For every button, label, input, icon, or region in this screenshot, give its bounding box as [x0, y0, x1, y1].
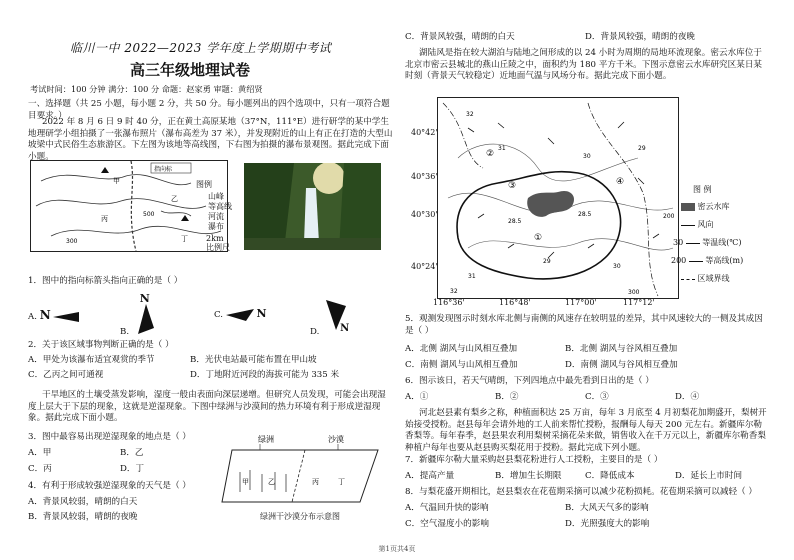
- point-2: ②: [486, 149, 495, 159]
- lon-48: 116°48': [499, 298, 531, 307]
- q7-option-b[interactable]: B．增加生长期限: [495, 471, 562, 481]
- wind-arrow-icon: [681, 225, 695, 226]
- q8-option-b[interactable]: B．大风天气多的影响: [565, 503, 649, 513]
- q1-option-b[interactable]: B. N: [120, 300, 160, 339]
- q1-stem: 1．图中的指向标箭头指向正确的是（ ）: [28, 276, 183, 286]
- q2-option-d[interactable]: D．丁地附近河段的海拔可能为 335 米: [190, 370, 340, 380]
- q4-option-a[interactable]: A．背景风较弱，晴朗的白天: [28, 497, 138, 507]
- isotherm-29-b: 29: [543, 258, 551, 265]
- isotherm-28-5-b: 28.5: [578, 211, 592, 218]
- q7-stem: 7．新疆库尔勒大量采购赵县梨花粉进行人工授粉，主要目的是（ ）: [405, 455, 663, 465]
- lon-12: 117°12': [623, 298, 655, 307]
- q6-option-a[interactable]: A．①: [405, 392, 429, 402]
- q6-option-c[interactable]: C．③: [585, 392, 609, 402]
- q1-option-d[interactable]: D. N: [310, 300, 350, 339]
- q1-a-arrow-icon: [53, 310, 79, 324]
- isotherm-30: 30: [583, 153, 591, 160]
- q8-option-a[interactable]: A．气温回升快的影响: [405, 503, 489, 513]
- isotherm-32-b: 32: [450, 288, 458, 295]
- exam-meta: 考试时间：100 分钟 满分：100 分 命题：赵家勇 审题：黄绍贤: [30, 84, 263, 94]
- q7-option-d[interactable]: D．延长上市时间: [675, 471, 743, 481]
- legend-wind: 风向: [681, 220, 714, 231]
- isotherm-30-b: 30: [613, 263, 621, 270]
- contour-500: 500: [143, 211, 155, 218]
- q3-option-a[interactable]: A．甲: [28, 448, 52, 458]
- pointer-label: 指向标: [154, 166, 173, 173]
- passage-2: 干旱地区的土壤受蒸发影响，湿度一般由表面向深层递增。但研究人员发现，可能会出现湿度上层大于下层的现象，这就是逆湿现象。下图中绿洲与沙漠间的热力环境有利于形成逆湿现象。据此完成下面小题。: [28, 390, 386, 424]
- fig-label-ding: 丁: [338, 478, 345, 486]
- reservoir-map: [437, 97, 679, 299]
- lat-36: 40°36': [411, 172, 438, 181]
- legend-contour: 200 等高线(m): [671, 256, 744, 265]
- map-label-jia: 甲: [113, 177, 120, 185]
- contour-map: [30, 160, 228, 252]
- point-3: ③: [508, 181, 517, 191]
- lat-42: 40°42': [411, 128, 438, 137]
- oasis-desert-svg: [220, 432, 390, 512]
- q7-option-a[interactable]: A．提高产量: [405, 471, 455, 481]
- q2-option-a[interactable]: A．甲处为该瀑布适宜观赏的季节: [28, 355, 155, 365]
- isotherm-swatch: [686, 243, 700, 244]
- isotherm-29: 29: [638, 145, 646, 152]
- map-label-ding: 丁: [181, 235, 188, 243]
- waterfall-photo: [244, 163, 381, 250]
- map1-legend-contour: 等高线: [208, 202, 232, 211]
- isotherm-31: 31: [498, 145, 506, 152]
- map1-scale: 2km: [206, 234, 224, 243]
- q5-option-a[interactable]: A．北侧 湖风与山风相互叠加: [405, 344, 518, 354]
- right-column: [397, 0, 794, 560]
- q4-option-b[interactable]: B．背景风较弱，晴朗的夜晚: [28, 512, 138, 522]
- q4-option-c[interactable]: C．背景风较强，晴朗的白天: [405, 32, 515, 42]
- q1-option-c[interactable]: C. N: [214, 307, 267, 320]
- q4-option-d[interactable]: D．背景风较强，晴朗的夜晚: [585, 32, 696, 42]
- lon-36: 116°36': [433, 298, 465, 307]
- q7-option-c[interactable]: C．降低成本: [585, 471, 635, 481]
- reservoir-swatch: [681, 203, 695, 211]
- section1-heading: 一、选择题（共 25 小题，每小题 2 分，共 50 分。每小题列出的四个选项中，只有一项符合题目要求。）: [28, 99, 390, 121]
- map1-legend-river: 河流: [208, 212, 224, 221]
- school-line: 临川一中 2022—2023 学年度上学期期中考试: [70, 41, 332, 55]
- contour-200-label: 200: [663, 213, 675, 220]
- q8-stem: 8．与梨花盛开期相比，赵县梨农在花苞期采摘可以减少花粉损耗。花苞期采摘可以减轻（ ）: [405, 487, 757, 497]
- map-label-yi: 乙: [171, 195, 178, 203]
- fig-label-bing: 丙: [312, 478, 319, 486]
- oasis-desert-figure: [220, 432, 390, 524]
- waterfall-photo-svg: [244, 163, 381, 250]
- q2-option-b[interactable]: B．光伏电站最可能布置在甲山坡: [190, 355, 317, 365]
- q3-option-b[interactable]: B．乙: [120, 448, 144, 458]
- q6-option-d[interactable]: D．④: [675, 392, 700, 402]
- reservoir-map-svg: [438, 98, 678, 298]
- q3-option-d[interactable]: D．丁: [120, 464, 145, 474]
- isotherm-28-5-a: 28.5: [508, 218, 522, 225]
- q1-option-a[interactable]: A. N: [28, 307, 79, 324]
- contour-swatch: [689, 261, 703, 262]
- q3-option-c[interactable]: C．丙: [28, 464, 52, 474]
- map1-legend-waterfall: 瀑布: [208, 222, 224, 231]
- q3-stem: 3．图中最容易出现逆湿现象的地点是（ ）: [28, 432, 191, 442]
- map1-legend-peak: 山峰: [208, 192, 224, 201]
- q1-c-n-letter: N: [256, 307, 267, 320]
- map-label-bing: 丙: [101, 215, 108, 223]
- q2-option-c[interactable]: C．乙丙之间可通视: [28, 370, 104, 380]
- map1-scale-label: 比例尺: [206, 243, 230, 252]
- point-4: ④: [616, 177, 625, 187]
- isotherm-31-b: 31: [468, 273, 476, 280]
- map1-legend-title: 图例: [196, 180, 212, 189]
- legend-isotherm: 30 等温线(℃): [673, 238, 742, 247]
- point-1: ①: [534, 233, 543, 243]
- q1-b-arrow-icon: [132, 304, 160, 334]
- boundary-swatch: [681, 279, 695, 280]
- q8-option-d[interactable]: D．光照强度大的影响: [565, 519, 650, 529]
- page-footer: 第1页共4页: [378, 544, 416, 553]
- fig-label-jia: 甲: [242, 478, 249, 486]
- isotherm-32: 32: [466, 111, 474, 118]
- lon-00: 117°00': [565, 298, 597, 307]
- passage-lake-breeze: 湖陆风是指在较大湖泊与陆地之间形成的以 24 小时为周期的局地环流现象。密云水库位于北京市密云县城北的燕山丘陵之中，面积约为 180 平方千米。下图示意密云水库研究区某日某时刻（背景天气较稳定）近地面气温与风场分布。据此完成下面小题。: [405, 48, 763, 82]
- q1-d-n-letter: N: [340, 323, 350, 334]
- section1-intro: 2022 年 8 月 6 日 9 时 40 分，正在黄土高原某地（37°N，111°E）进行研学的某中学生地理研学小组拍摄了一张瀑布照片（瀑布高差为 37 米），并发现附近的山上有正在打造的大型山坡梁中式民俗生态旅游区。下左图为该地等高线图，下右图为拍摄的瀑布景观图。据此完成下面小题。: [28, 117, 393, 162]
- contour-map-svg: [31, 161, 227, 251]
- q8-option-c[interactable]: C．空气湿度小的影响: [405, 519, 489, 529]
- q5-option-c[interactable]: C．南侧 湖风与山风相互叠加: [405, 360, 518, 370]
- oasis-label: 绿洲: [258, 435, 274, 444]
- lat-30: 40°30': [411, 210, 438, 219]
- passage-pear: 河北赵县素有梨乡之称，种植面积达 25 万亩，每年 3 月底至 4 月初梨花加期盛开，梨树开始接受授粉。赵县每年会请外地的工人前来帮忙授粉，报酬每人每天 200 元左右。新疆库尔勒香梨等。每年春季，赵县果农利用梨树采摘花朵来做，销售收入在千万元以上，新疆库尔勒香梨种植户每年也要从赵县购买梨花用于授粉。据此完成下列小题。: [405, 408, 767, 453]
- oasis-fig-caption: 绿洲干沙漠分布示意图: [260, 512, 340, 521]
- q6-stem: 6．图示该日，若天气晴朗，下列四地点中最先看到日出的是（ ）: [405, 376, 654, 386]
- q4-stem: 4．有利于形成较强逆湿现象的天气是（ ）: [28, 481, 191, 491]
- legend-reservoir: 密云水库: [681, 202, 730, 213]
- contour-300-label: 300: [628, 289, 640, 296]
- lat-24: 40°24': [411, 262, 438, 271]
- contour-300: 300: [66, 238, 78, 245]
- q1-a-n-letter: N: [39, 308, 51, 322]
- q5-option-d[interactable]: D．南侧 湖风与谷风相互叠加: [565, 360, 678, 370]
- q2-stem: 2．关于该区域事物判断正确的是（ ）: [28, 340, 174, 350]
- map2-legend-title: 图 例: [693, 185, 712, 194]
- q6-option-b[interactable]: B．②: [495, 392, 519, 402]
- q5-option-b[interactable]: B．北侧 湖风与谷风相互叠加: [565, 344, 678, 354]
- legend-boundary: 区域界线: [681, 274, 730, 285]
- page-title: 高三年级地理试卷: [130, 61, 251, 79]
- desert-label: 沙漠: [328, 435, 344, 444]
- q5-stem: 5．观测发现图示时刻水库北侧与南侧的风速存在较明显的差异，其中风速较大的一侧及其成因是（ ）: [405, 314, 763, 336]
- q1-c-arrow-icon: [226, 308, 254, 322]
- fig-label-yi: 乙: [268, 478, 275, 486]
- q1-b-n-letter: N: [139, 292, 150, 305]
